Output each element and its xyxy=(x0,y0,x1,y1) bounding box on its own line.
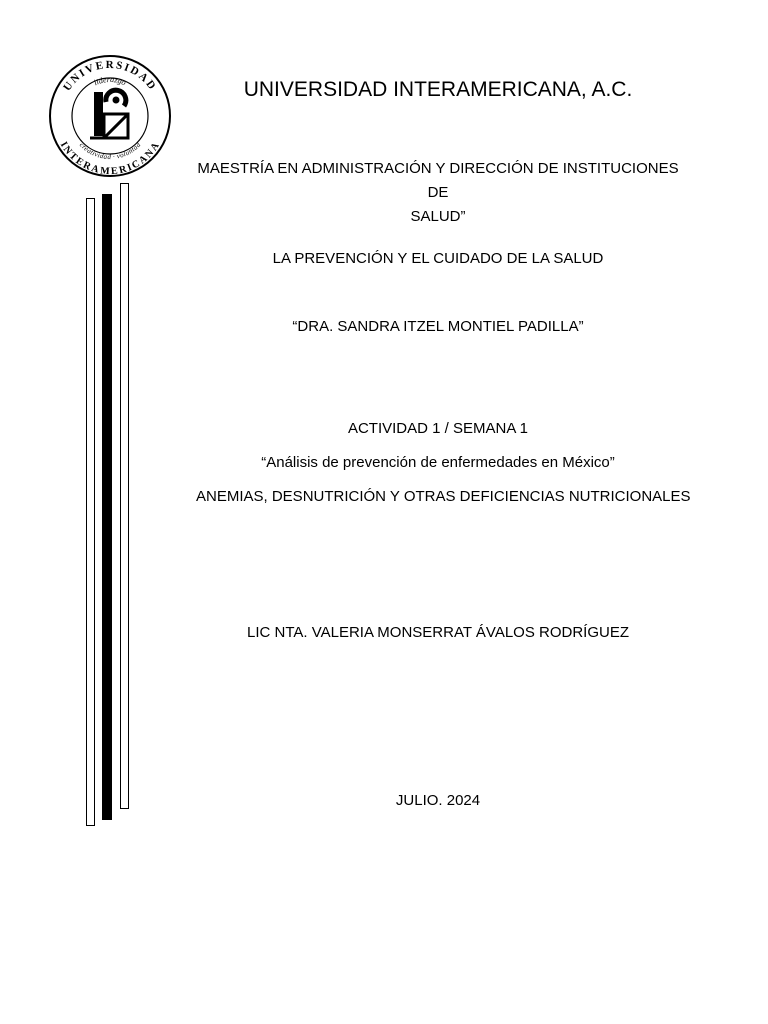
author-name: LIC NTA. VALERIA MONSERRAT ÁVALOS RODRÍGUEZ xyxy=(246,624,630,641)
logo-inner-top-text: liderazgo xyxy=(92,74,128,88)
logo-ring-bottom-text: INTERAMERICANA xyxy=(57,140,163,178)
logo-ring-top-text: UNIVERSIDAD xyxy=(61,58,159,94)
decorative-bar-right xyxy=(120,183,129,809)
logo-inner-bottom-text: creatividad · voluntad xyxy=(77,140,143,161)
document-date: JULIO. 2024 xyxy=(395,792,481,809)
activity-label: ACTIVIDAD 1 / SEMANA 1 xyxy=(347,420,529,437)
decorative-bar-left xyxy=(86,198,95,826)
university-logo xyxy=(48,54,172,178)
university-title: UNIVERSIDAD INTERAMERICANA, A.C. xyxy=(243,78,633,101)
program-name xyxy=(196,157,680,229)
topic-title: ANEMIAS, DESNUTRICIÓN Y OTRAS DEFICIENCIAS NUTRICIONALES xyxy=(196,488,691,505)
program-line-2: SALUD” xyxy=(410,208,466,225)
activity-title: “Análisis de prevención de enfermedades en México” xyxy=(261,454,615,471)
teacher-name: “DRA. SANDRA ITZEL MONTIEL PADILLA” xyxy=(292,318,584,335)
program-line-1: MAESTRÍA EN ADMINISTRACIÓN Y DIRECCIÓN DE INSTITUCIONES DE xyxy=(197,160,679,201)
decorative-bar-center xyxy=(102,194,112,820)
course-name: LA PREVENCIÓN Y EL CUIDADO DE LA SALUD xyxy=(272,250,604,267)
